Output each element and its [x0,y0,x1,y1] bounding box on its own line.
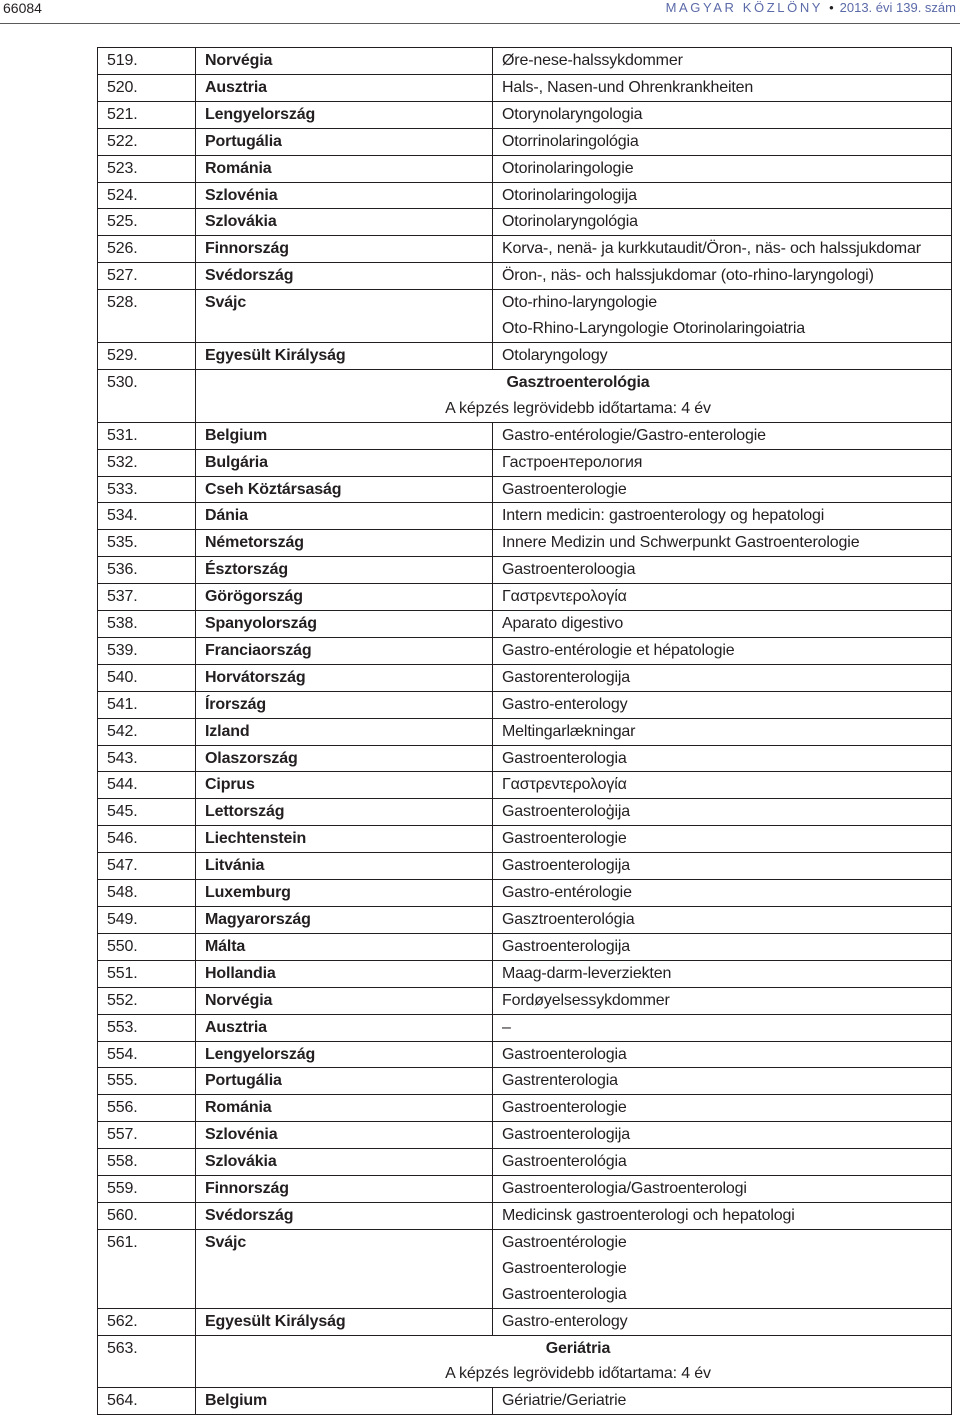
specialty-title-line: Gériatrie/Geriatrie [502,1392,627,1410]
country-name: Belgium [196,1388,493,1415]
country-name: Németország [196,530,493,557]
country-name: Litvánia [196,853,493,880]
specialty-title-line: Gastroenterologija [502,1126,631,1144]
row-number: 529. [98,342,196,369]
table-row [98,1068,952,1095]
specialty-title [493,263,952,290]
country-name: Portugália [196,128,493,155]
specialty-title [493,718,952,745]
specialty-title-line: Fordøyelsessykdommer [502,991,670,1009]
table-row [98,987,952,1014]
country-name: Szlovákia [196,209,493,236]
country-name: Írország [196,691,493,718]
specialty-title-line: Gastroenterologia [502,749,627,767]
specialty-title [493,290,952,343]
table-row [98,745,952,772]
specialty-title-line: Gastroenterologia [502,1285,627,1303]
row-number: 564. [98,1388,196,1415]
table-body [98,48,952,1415]
row-number: 552. [98,987,196,1014]
specialty-title [493,422,952,449]
table-row [98,691,952,718]
specialty-title [493,1229,952,1308]
specialty-title-line: Otorinolaringologie [502,159,634,177]
row-number: 542. [98,718,196,745]
specialty-title-line: Otorinolaryngológia [502,213,638,231]
specialty-title-line: Medicinsk gastroenterologi och hepatologi [502,1206,795,1224]
row-number: 524. [98,182,196,209]
table-row [98,155,952,182]
row-number: 540. [98,664,196,691]
row-number: 526. [98,236,196,263]
table-row [98,1149,952,1176]
publication-name: MAGYAR KÖZLÖNY [665,0,824,15]
table-row [98,772,952,799]
specialty-title [493,1388,952,1415]
row-number: 543. [98,745,196,772]
table-row [98,611,952,638]
row-number: 541. [98,691,196,718]
table-row [98,503,952,530]
specialty-title-line: Gastro-enterology [502,695,628,713]
country-name: Luxemburg [196,880,493,907]
country-name: Olaszország [196,745,493,772]
section-row [98,369,952,422]
specialty-title-line: Gastroenterológia [502,1153,627,1171]
table-row [98,101,952,128]
specialty-title [493,637,952,664]
table-row [98,236,952,263]
specialty-title-line: Öron-, näs- och halssjukdomar (oto-rhino-laryngologi) [502,267,874,285]
row-number: 537. [98,584,196,611]
specialty-title [493,907,952,934]
table-row [98,880,952,907]
page-number: 66084 [3,0,42,16]
table-row [98,826,952,853]
table-row [98,637,952,664]
country-name: Franciaország [196,637,493,664]
row-number: 560. [98,1202,196,1229]
header-rule [0,23,960,24]
specialty-title [493,960,952,987]
specialty-title-line: Gastro-entérologie/Gastro-enterologie [502,426,766,444]
specialty-title [493,1149,952,1176]
table-row [98,907,952,934]
country-name: Románia [196,1095,493,1122]
running-header [666,0,956,16]
table-row [98,422,952,449]
table-row [98,1388,952,1415]
table-row [98,48,952,75]
country-name: Svédország [196,263,493,290]
row-number: 538. [98,611,196,638]
row-number: 523. [98,155,196,182]
table-row [98,209,952,236]
specialty-title [493,1041,952,1068]
specialty-title-line: Otorinolaringologija [502,186,637,204]
specialty-title [493,611,952,638]
specialty-title [493,1308,952,1335]
specialty-title [493,236,952,263]
specialty-title-line: Aparato digestivo [502,615,624,633]
issue-label: 2013. évi 139. szám [839,0,956,15]
country-name: Ausztria [196,74,493,101]
country-name: Málta [196,933,493,960]
row-number: 535. [98,530,196,557]
table-row [98,530,952,557]
specialty-title [493,449,952,476]
table-row [98,1202,952,1229]
row-number: 539. [98,637,196,664]
row-number: 553. [98,1014,196,1041]
specialty-title-line: Oto-rhino-laryngologie [502,294,658,312]
table-row [98,718,952,745]
country-name: Lengyelország [196,101,493,128]
table-row [98,1176,952,1203]
specialty-title [493,476,952,503]
specialty-title-line: Гастроентерология [502,453,643,471]
row-number: 562. [98,1308,196,1335]
row-number: 536. [98,557,196,584]
country-name: Izland [196,718,493,745]
specialty-title-line: Gastro-entérologie et hépatologie [502,641,735,659]
row-number: 558. [98,1149,196,1176]
country-name: Románia [196,155,493,182]
table-row [98,1041,952,1068]
row-number: 556. [98,1095,196,1122]
row-number: 551. [98,960,196,987]
specialty-title [493,691,952,718]
table-row [98,342,952,369]
country-name: Horvátország [196,664,493,691]
table-row [98,263,952,290]
section-duration: A képzés legrövidebb időtartama: 4 év [445,1365,711,1383]
specialty-title [493,584,952,611]
specialty-title-line: Gastroentérologie [502,1233,627,1251]
specialty-title-line: Meltingarlækningar [502,722,636,740]
specialty-title-line: Gastroenterologie [502,480,627,498]
row-number: 533. [98,476,196,503]
row-number: 550. [98,933,196,960]
table-row [98,960,952,987]
row-number: 521. [98,101,196,128]
country-name: Svájc [196,290,493,343]
country-name: Norvégia [196,48,493,75]
specialty-title-line: Otorrinolaringológia [502,132,639,150]
country-name: Ciprus [196,772,493,799]
section-row [98,1335,952,1388]
country-name: Svédország [196,1202,493,1229]
country-name: Svájc [196,1229,493,1308]
country-name: Portugália [196,1068,493,1095]
specialty-title-line: Otolaryngology [502,346,608,364]
country-name: Lettország [196,799,493,826]
country-name: Bulgária [196,449,493,476]
row-number: 561. [98,1229,196,1308]
section-heading [196,369,952,422]
specialty-title-line: – [502,1018,511,1036]
specialty-title [493,503,952,530]
country-name: Dánia [196,503,493,530]
specialty-title [493,880,952,907]
specialty-title [493,342,952,369]
specialty-title-line: Gastroenteroloogia [502,561,636,579]
row-number: 525. [98,209,196,236]
table-row [98,476,952,503]
specialty-title-line: Maag-darm-leverziekten [502,964,672,982]
specialty-title [493,987,952,1014]
row-number: 555. [98,1068,196,1095]
specialty-title [493,48,952,75]
row-number: 534. [98,503,196,530]
row-number: 546. [98,826,196,853]
specialty-title-line: Gastro-enterology [502,1312,628,1330]
specialty-title-line: Gastroenterologie [502,1259,627,1277]
table-row [98,557,952,584]
table-row [98,664,952,691]
row-number: 532. [98,449,196,476]
country-name: Norvégia [196,987,493,1014]
row-number: 528. [98,290,196,343]
specialty-title-line: Gastroenteroloģija [502,803,631,821]
country-name: Belgium [196,422,493,449]
specialty-title-line: Korva-, nenä- ja kurkkutaudit/Öron-, näs- och halssjukdomar [502,240,921,258]
row-number: 531. [98,422,196,449]
country-name: Cseh Köztársaság [196,476,493,503]
section-heading [196,1335,952,1388]
row-number: 548. [98,880,196,907]
specialty-title-line: Gastro-entérologie [502,884,632,902]
country-name: Spanyolország [196,611,493,638]
table-row [98,1014,952,1041]
table-row [98,853,952,880]
specialty-title [493,209,952,236]
table-row [98,1229,952,1308]
table-row [98,1308,952,1335]
country-name: Szlovénia [196,182,493,209]
specialty-title [493,155,952,182]
specialty-title [493,1068,952,1095]
specialty-title [493,1176,952,1203]
table-row [98,128,952,155]
country-name: Szlovénia [196,1122,493,1149]
specialty-title-line: Gasztroenterológia [502,911,635,928]
country-name: Egyesült Királyság [196,1308,493,1335]
row-number: 563. [98,1335,196,1388]
row-number: 544. [98,772,196,799]
specialty-title-line: Innere Medizin und Schwerpunkt Gastroenterologie [502,534,860,552]
row-number: 557. [98,1122,196,1149]
specialty-title [493,772,952,799]
specialty-title-line: Gastrenterologia [502,1072,618,1090]
country-name: Szlovákia [196,1149,493,1176]
specialty-title-line: Gastroenterologija [502,937,631,955]
specialty-title [493,1014,952,1041]
specialty-title [493,853,952,880]
specialty-title [493,745,952,772]
specialty-title-line: Gastroenterologia/Gastroenterologi [502,1180,747,1198]
row-number: 554. [98,1041,196,1068]
row-number: 527. [98,263,196,290]
specialty-title-line: Oto-Rhino-Laryngologie Otorinolaringoiatria [502,320,806,338]
specialty-title [493,826,952,853]
specialty-title-line: Gastroenterologie [502,1099,627,1117]
specialty-title [493,128,952,155]
section-duration: A képzés legrövidebb időtartama: 4 év [445,399,711,417]
table-row [98,74,952,101]
country-name: Hollandia [196,960,493,987]
specialty-title [493,799,952,826]
country-name: Lengyelország [196,1041,493,1068]
table-row [98,933,952,960]
specialty-title [493,530,952,557]
specialty-title [493,1122,952,1149]
specialty-title-line: Gastroenterologie [502,830,627,848]
specialty-title [493,101,952,128]
specialty-title [493,664,952,691]
row-number: 547. [98,853,196,880]
specialty-title-line: Hals-, Nasen-und Ohrenkrankheiten [502,78,754,96]
specialty-title [493,182,952,209]
table-row [98,1095,952,1122]
country-name: Észtország [196,557,493,584]
specialty-table [97,47,952,1415]
row-number: 530. [98,369,196,422]
table-row [98,449,952,476]
table-row [98,799,952,826]
table-row [98,584,952,611]
section-title: Gasztroenterológia [506,373,650,391]
country-name: Finnország [196,1176,493,1203]
specialty-title-line: Gastroenterologija [502,857,631,875]
row-number: 520. [98,74,196,101]
specialty-title [493,1095,952,1122]
specialty-title-line: Øre-nese-halssykdommer [502,52,683,69]
country-name: Magyarország [196,907,493,934]
row-number: 549. [98,907,196,934]
row-number: 545. [98,799,196,826]
row-number: 519. [98,48,196,75]
row-number: 522. [98,128,196,155]
section-title: Geriátria [545,1339,611,1357]
specialty-title-line: Γαστρεντερολογία [502,776,627,794]
table-row [98,1122,952,1149]
specialty-title [493,933,952,960]
table-row [98,290,952,343]
specialty-title [493,1202,952,1229]
specialty-title [493,74,952,101]
table-row [98,182,952,209]
specialty-title-line: Intern medicin: gastroenterology og hepatologi [502,507,825,525]
specialty-title-line: Otorynolaryngologia [502,105,643,123]
bullet-separator: • [829,0,834,15]
country-name: Finnország [196,236,493,263]
row-number: 559. [98,1176,196,1203]
specialty-title-line: Gastroenterologia [502,1045,627,1063]
country-name: Liechtenstein [196,826,493,853]
specialty-title [493,557,952,584]
country-name: Egyesült Királyság [196,342,493,369]
specialty-title-line: Γαστρεντερολογία [502,588,627,606]
country-name: Görögország [196,584,493,611]
country-name: Ausztria [196,1014,493,1041]
specialty-title-line: Gastorenterologija [502,668,631,686]
